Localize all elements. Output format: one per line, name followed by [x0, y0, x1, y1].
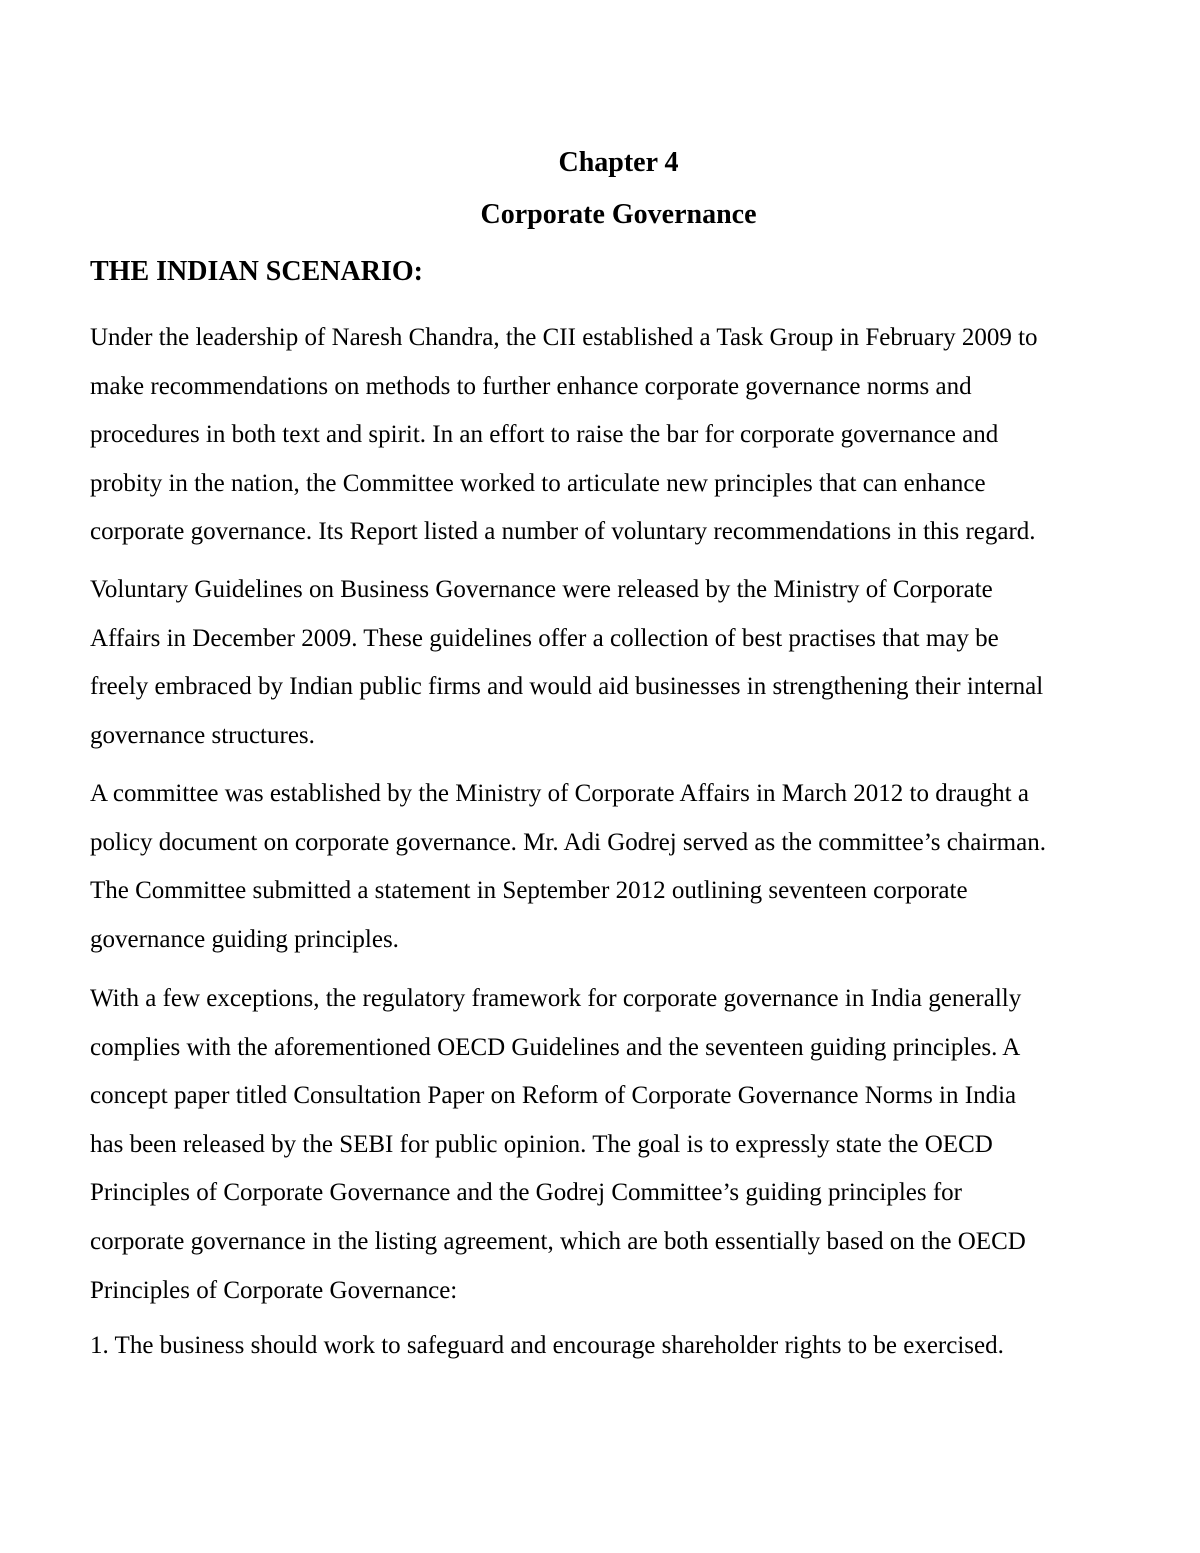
text-line: Principles of Corporate Governance: — [90, 1276, 458, 1304]
text-line: Under the leadership of Naresh Chandra, the CII established a Task Group in February 2009 to — [90, 324, 1038, 351]
section-heading: THE INDIAN SCENARIO: — [90, 256, 423, 287]
text-line: Voluntary Guidelines on Business Governance were released by the Ministry of Corporate — [90, 576, 993, 603]
paragraph-voluntary-guidelines — [90, 566, 1150, 760]
text-line: corporate governance. Its Report listed a number of voluntary recommendations in this regard. — [90, 518, 1036, 546]
chapter-title: Chapter 4 — [558, 147, 679, 178]
text-line: concept paper titled Consultation Paper on Reform of Corporate Governance Norms in India — [90, 1082, 1017, 1110]
text-line: probity in the nation, the Committee worked to articulate new principles that can enhance — [90, 469, 986, 497]
text-line: 1. The business should work to safeguard and encourage shareholder rights to be exercised. — [90, 1332, 1004, 1359]
text-line: policy document on corporate governance. Mr. Adi Godrej served as the committee’s chairman. — [90, 828, 1046, 856]
text-line: With a few exceptions, the regulatory framework for corporate governance in India generally — [90, 985, 1022, 1012]
text-line: complies with the aforementioned OECD Guidelines and the seventeen guiding principles. A — [90, 1033, 1021, 1061]
text-line: make recommendations on methods to further enhance corporate governance norms and — [90, 372, 972, 400]
text-line: corporate governance in the listing agreement, which are both essentially based on the OECD — [90, 1227, 1026, 1255]
list-item-shareholder-rights — [90, 1322, 1150, 1371]
text-line: governance guiding principles. — [90, 925, 399, 953]
paragraph-regulatory-framework — [90, 975, 1150, 1315]
paragraph-godrej-committee — [90, 770, 1150, 964]
text-line: A committee was established by the Ministry of Corporate Affairs in March 2012 to draught a — [90, 780, 1029, 807]
chapter-subtitle: Corporate Governance — [480, 199, 757, 230]
text-line: Principles of Corporate Governance and the Godrej Committee’s guiding principles for — [90, 1179, 962, 1207]
text-line: The Committee submitted a statement in September 2012 outlining seventeen corporate — [90, 877, 968, 905]
paragraph-naresh-chandra — [90, 314, 1150, 557]
text-line: procedures in both text and spirit. In an effort to raise the bar for corporate governance and — [90, 421, 999, 449]
text-line: freely embraced by Indian public firms and would aid businesses in strengthening their internal — [90, 673, 1044, 701]
text-line: governance structures. — [90, 721, 315, 749]
text-line: has been released by the SEBI for public opinion. The goal is to expressly state the OECD — [90, 1130, 993, 1158]
text-line: Affairs in December 2009. These guidelines offer a collection of best practises that may be — [90, 624, 999, 652]
